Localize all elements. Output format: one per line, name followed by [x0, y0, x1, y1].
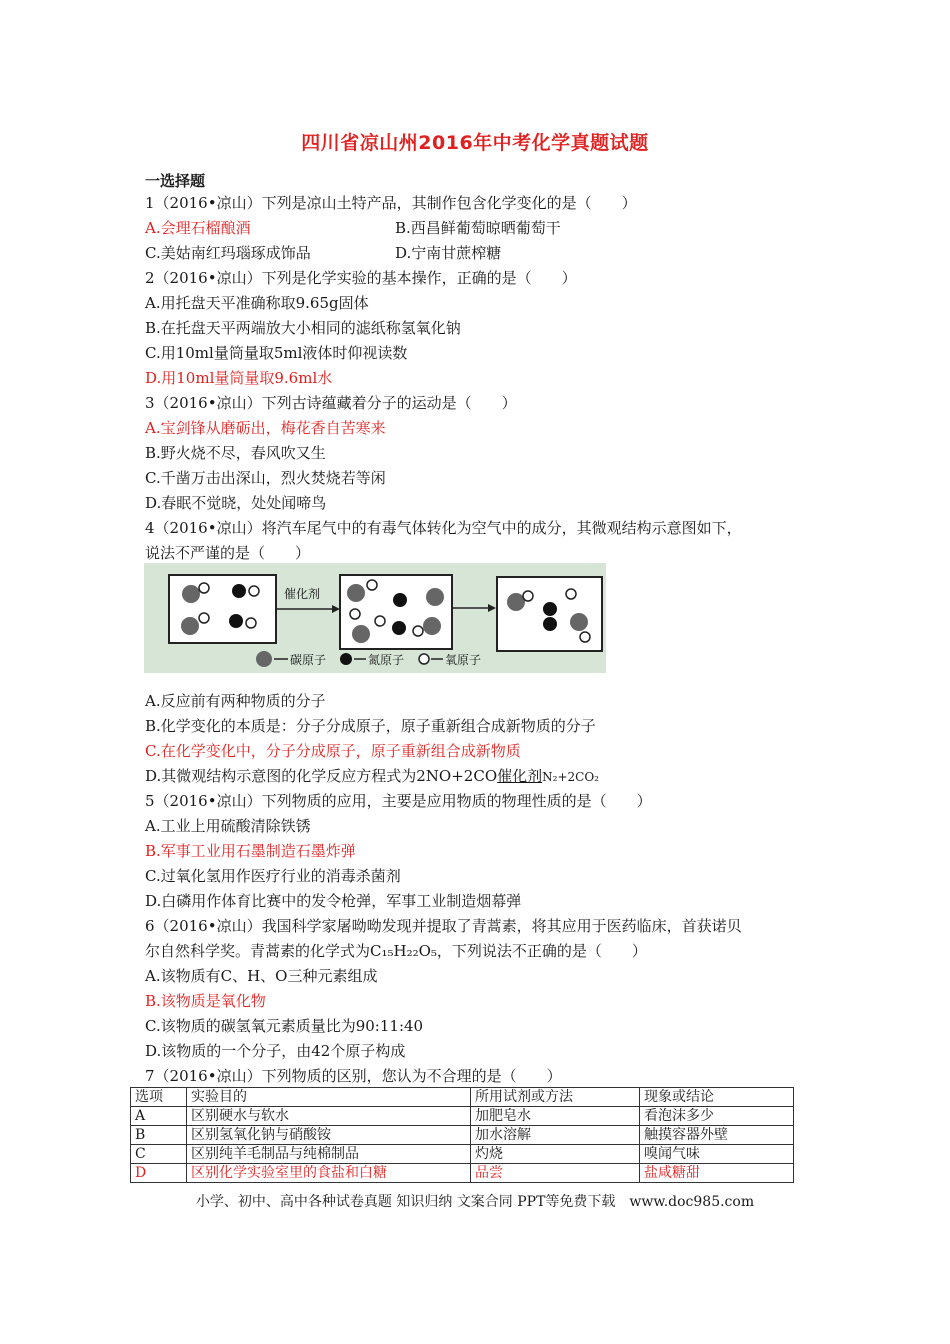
q4-stem-line2: 说法不严谨的是（ ）	[145, 544, 311, 562]
q1-option-d: D.宁南甘蔗榨糖	[395, 244, 502, 262]
q3-option-c: C.千凿万击出深山，烈火焚烧若等闲	[145, 469, 386, 487]
legend-nitrogen: 氮原子	[368, 653, 405, 667]
q6-option-a: A.该物质有C、H、O三种元素组成	[145, 967, 378, 985]
table-cell: 触摸容器外壁	[640, 1126, 794, 1145]
table-cell: D	[131, 1164, 187, 1183]
table-row	[131, 1145, 794, 1164]
q4-stem-line1: 4（2016•凉山）将汽车尾气中的有毒气体转化为空气中的成分，其微观结构示意图如下，	[145, 519, 742, 537]
table-cell: 区别氢氧化钠与硝酸铵	[187, 1126, 471, 1145]
q4-option-c: C.在化学变化中，分子分成原子，原子重新组合成新物质	[145, 742, 521, 760]
q1-option-c: C.美姑南红玛瑙琢成饰品	[145, 244, 311, 262]
q2-stem: 2（2016•凉山）下列是化学实验的基本操作，正确的是（ ）	[145, 269, 577, 287]
q2-option-b: B.在托盘天平两端放大小相同的滤纸称氢氧化钠	[145, 319, 461, 337]
table-cell: 看泡沫多少	[640, 1107, 794, 1126]
table-cell: 区别化学实验室里的食盐和白糖	[187, 1164, 471, 1183]
table-cell: 嗅闻气味	[640, 1145, 794, 1164]
q5-stem: 5（2016•凉山）下列物质的应用，主要是应用物质的物理性质的是（ ）	[145, 792, 652, 810]
table-cell: A	[131, 1107, 187, 1126]
table-header-cell: 现象或结论	[640, 1088, 794, 1107]
table-cell: 区别纯羊毛制品与纯棉制品	[187, 1145, 471, 1164]
table-cell: 加肥皂水	[471, 1107, 640, 1126]
table-cell: B	[131, 1126, 187, 1145]
page-footer: 小学、初中、高中各种试卷真题 知识归纳 文案合同 PPT等免费下载 www.doc985.com	[195, 1194, 755, 1210]
q1-stem: 1（2016•凉山）下列是凉山土特产品，其制作包含化学变化的是（ ）	[145, 194, 637, 212]
q6-option-d: D.该物质的一个分子，由42个原子构成	[145, 1042, 406, 1060]
page-title: 四川省凉山州2016年中考化学真题试题	[301, 132, 649, 154]
q1-option-a: A.会理石榴酿酒	[145, 219, 251, 237]
q3-option-b: B.野火烧不尽，春风吹又生	[145, 444, 326, 462]
q5-option-a: A.工业上用硫酸清除铁锈	[145, 817, 311, 835]
catalyst-label: 催化剂	[284, 587, 321, 601]
q3-option-d: D.春眠不觉晓，处处闻啼鸟	[145, 494, 327, 512]
q2-option-a: A.用托盘天平准确称取9.65g固体	[145, 294, 369, 312]
q3-stem: 3（2016•凉山）下列古诗蕴藏着分子的运动是（ ）	[145, 394, 517, 412]
q4-option-b: B.化学变化的本质是：分子分成原子，原子重新组合成新物质的分子	[145, 717, 596, 735]
reaction-diagram	[144, 563, 606, 673]
legend-carbon: 碳原子	[290, 653, 327, 667]
q1-option-b: B.西昌鲜葡萄晾晒葡萄干	[395, 219, 561, 237]
table-header-cell: 所用试剂或方法	[471, 1088, 640, 1107]
q4-option-d-text: D.其微观结构示意图的化学反应方程式为2NO+2CO	[145, 767, 498, 785]
table-header-cell: 实验目的	[187, 1088, 471, 1107]
diagram-legend	[256, 651, 481, 667]
table-cell: 品尝	[471, 1164, 640, 1183]
q4-option-d-products: N₂+2CO₂	[542, 770, 599, 784]
legend-oxygen: 氧原子	[445, 653, 482, 667]
q5-option-b: B.军事工业用石墨制造石墨炸弹	[145, 842, 356, 860]
q6-option-c: C.该物质的碳氢氧元素质量比为90:11:40	[145, 1017, 424, 1035]
q3-option-a: A.宝剑锋从磨砺出，梅花香自苦寒来	[145, 419, 386, 437]
table-cell: C	[131, 1145, 187, 1164]
q2-option-c: C.用10ml量筒量取5ml液体时仰视读数	[145, 344, 408, 362]
q5-option-c: C.过氧化氢用作医疗行业的消毒杀菌剂	[145, 867, 401, 885]
q2-option-d: D.用10ml量筒量取9.6ml水	[145, 369, 333, 387]
reaction-diagram-svg	[144, 563, 606, 673]
q4-option-d	[145, 766, 599, 787]
table-header-row	[131, 1088, 794, 1107]
table-cell: 盐咸糖甜	[640, 1164, 794, 1183]
table-header-cell: 选项	[131, 1088, 187, 1107]
table-row	[131, 1126, 794, 1145]
q6-option-b: B.该物质是氧化物	[145, 992, 266, 1010]
q7-stem: 7（2016•凉山）下列物质的区别，您认为不合理的是（ ）	[145, 1067, 562, 1085]
q7-table	[130, 1087, 794, 1183]
q6-stem-line1: 6（2016•凉山）我国科学家屠呦呦发现并提取了青蒿素，将其应用于医药临床，首获诺贝	[145, 917, 742, 935]
q5-option-d: D.白磷用作体育比赛中的发令枪弹，军事工业制造烟幕弹	[145, 892, 522, 910]
q4-option-d-catalyst: 催化剂	[497, 767, 543, 785]
table-row	[131, 1107, 794, 1126]
table-cell: 灼烧	[471, 1145, 640, 1164]
q6-stem-line2: 尔自然科学奖。青蒿素的化学式为C₁₅H₂₂O₅，下列说法不正确的是（ ）	[145, 942, 647, 960]
q4-option-a: A.反应前有两种物质的分子	[145, 692, 326, 710]
table-cell: 区别硬水与软水	[187, 1107, 471, 1126]
table-cell: 加水溶解	[471, 1126, 640, 1145]
table-row-answer	[131, 1164, 794, 1183]
section-heading: 一选择题	[145, 172, 206, 190]
